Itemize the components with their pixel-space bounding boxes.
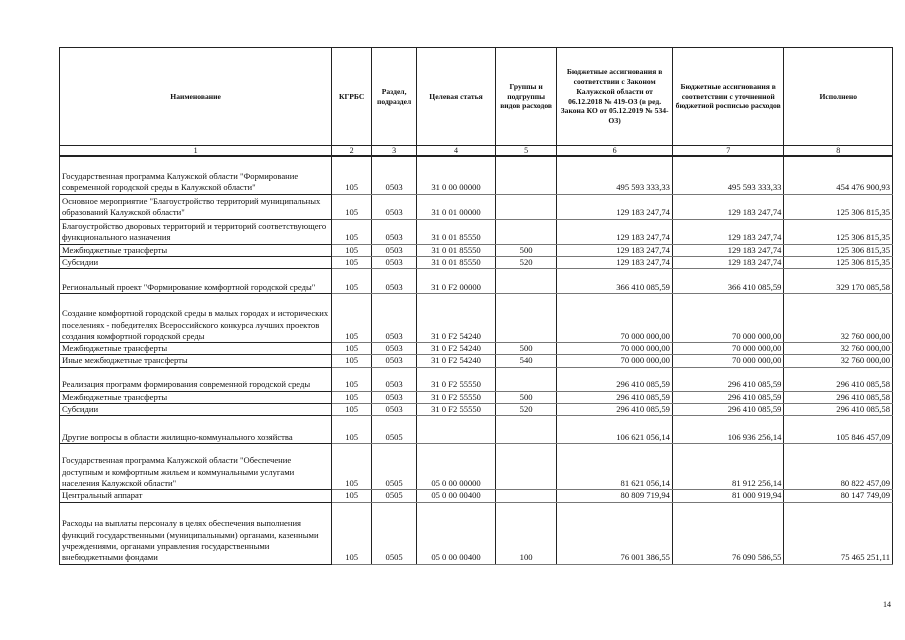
row-budget-refined: 366 410 085,59 [672, 269, 784, 294]
row-section: 0503 [372, 156, 417, 194]
row-budget-law: 366 410 085,59 [557, 269, 673, 294]
row-name: Субсидии [60, 403, 332, 415]
table-row [60, 403, 893, 415]
header-kgrbs: КГРБС [332, 48, 372, 146]
row-executed: 32 760 000,00 [784, 294, 893, 343]
header-name: Наименование [60, 48, 332, 146]
row-section: 0503 [372, 219, 417, 244]
row-budget-refined: 70 000 000,00 [672, 355, 784, 367]
row-name: Межбюджетные трансферты [60, 244, 332, 256]
row-budget-law: 296 410 085,59 [557, 367, 673, 391]
row-budget-refined: 296 410 085,59 [672, 367, 784, 391]
row-group [495, 156, 556, 194]
row-name: Субсидии [60, 256, 332, 268]
column-number-row [60, 146, 893, 157]
row-executed: 80 147 749,09 [784, 490, 893, 502]
row-target: 31 0 01 85550 [417, 244, 496, 256]
table-row [60, 343, 893, 355]
row-budget-refined: 70 000 000,00 [672, 343, 784, 355]
row-group [495, 490, 556, 502]
row-group [495, 416, 556, 444]
row-target: 31 0 F2 55550 [417, 367, 496, 391]
row-executed: 296 410 085,58 [784, 367, 893, 391]
row-budget-law: 106 621 056,14 [557, 416, 673, 444]
col-number: 2 [332, 146, 372, 157]
row-budget-refined: 129 183 247,74 [672, 194, 784, 219]
row-name: Региональный проект "Формирование комфортной городской среды" [60, 269, 332, 294]
row-name: Центральный аппарат [60, 490, 332, 502]
table-row [60, 490, 893, 502]
row-kgrbs: 105 [332, 219, 372, 244]
table-row [60, 444, 893, 490]
row-kgrbs: 105 [332, 367, 372, 391]
row-budget-law: 80 809 719,94 [557, 490, 673, 502]
table-row [60, 502, 893, 564]
row-kgrbs: 105 [332, 444, 372, 490]
header-executed: Исполнено [784, 48, 893, 146]
row-kgrbs: 105 [332, 490, 372, 502]
row-name: Межбюджетные трансферты [60, 343, 332, 355]
header-section: Раздел, подраздел [372, 48, 417, 146]
row-budget-law: 296 410 085,59 [557, 403, 673, 415]
row-budget-refined: 70 000 000,00 [672, 294, 784, 343]
table-row [60, 219, 893, 244]
row-budget-law: 76 001 386,55 [557, 502, 673, 564]
col-number: 7 [672, 146, 784, 157]
row-kgrbs: 105 [332, 294, 372, 343]
table-row [60, 269, 893, 294]
table-row [60, 294, 893, 343]
row-budget-law: 81 621 056,14 [557, 444, 673, 490]
row-kgrbs: 105 [332, 355, 372, 367]
row-section: 0503 [372, 294, 417, 343]
row-group: 500 [495, 244, 556, 256]
row-executed: 296 410 085,58 [784, 403, 893, 415]
row-target: 05 0 00 00400 [417, 490, 496, 502]
row-group [495, 294, 556, 343]
row-budget-law: 129 183 247,74 [557, 219, 673, 244]
row-budget-law: 296 410 085,59 [557, 391, 673, 403]
row-budget-refined: 495 593 333,33 [672, 156, 784, 194]
table-row [60, 416, 893, 444]
row-group [495, 269, 556, 294]
row-target: 31 0 F2 54240 [417, 355, 496, 367]
row-section: 0505 [372, 444, 417, 490]
row-executed: 80 822 457,09 [784, 444, 893, 490]
row-target: 05 0 00 00400 [417, 502, 496, 564]
row-budget-refined: 76 090 586,55 [672, 502, 784, 564]
row-name: Иные межбюджетные трансферты [60, 355, 332, 367]
row-target: 31 0 01 00000 [417, 194, 496, 219]
row-kgrbs: 105 [332, 403, 372, 415]
col-number: 1 [60, 146, 332, 157]
header-budget-refined: Бюджетные ассигнования в соответствии с уточненной бюджетной росписью расходов [672, 48, 784, 146]
row-kgrbs: 105 [332, 416, 372, 444]
row-target: 31 0 F2 00000 [417, 269, 496, 294]
page-number: 14 [883, 600, 891, 609]
row-target: 31 0 01 85550 [417, 256, 496, 268]
row-executed: 125 306 815,35 [784, 219, 893, 244]
header-group: Группы и подгруппы видов расходов [495, 48, 556, 146]
row-name: Реализация программ формирования современной городской среды [60, 367, 332, 391]
row-kgrbs: 105 [332, 502, 372, 564]
row-executed: 125 306 815,35 [784, 194, 893, 219]
row-budget-refined: 129 183 247,74 [672, 256, 784, 268]
row-budget-law: 129 183 247,74 [557, 244, 673, 256]
row-section: 0505 [372, 490, 417, 502]
table-row [60, 391, 893, 403]
col-number: 8 [784, 146, 893, 157]
row-kgrbs: 105 [332, 244, 372, 256]
row-target: 31 0 F2 54240 [417, 294, 496, 343]
row-budget-refined: 296 410 085,59 [672, 403, 784, 415]
row-executed: 296 410 085,58 [784, 391, 893, 403]
col-number: 4 [417, 146, 496, 157]
row-target: 31 0 00 00000 [417, 156, 496, 194]
row-budget-law: 70 000 000,00 [557, 355, 673, 367]
table-row [60, 355, 893, 367]
row-section: 0503 [372, 355, 417, 367]
row-group: 520 [495, 403, 556, 415]
col-number: 5 [495, 146, 556, 157]
row-target: 31 0 F2 55550 [417, 391, 496, 403]
row-name: Другие вопросы в области жилищно-коммунального хозяйства [60, 416, 332, 444]
table-row [60, 367, 893, 391]
col-number: 3 [372, 146, 417, 157]
row-name: Государственная программа Калужской области "Формирование современной городской среды в Калужской области" [60, 156, 332, 194]
row-target: 31 0 F2 54240 [417, 343, 496, 355]
row-executed: 125 306 815,35 [784, 256, 893, 268]
row-budget-law: 129 183 247,74 [557, 256, 673, 268]
row-kgrbs: 105 [332, 343, 372, 355]
row-executed: 329 170 085,58 [784, 269, 893, 294]
row-group [495, 444, 556, 490]
row-section: 0503 [372, 403, 417, 415]
row-name: Создание комфортной городской среды в малых городах и исторических поселениях - победителях Всероссийского конкурса лучших проектов создания комфортной городской среды [60, 294, 332, 343]
table-row [60, 156, 893, 194]
col-number: 6 [557, 146, 673, 157]
row-budget-law: 70 000 000,00 [557, 343, 673, 355]
row-budget-refined: 129 183 247,74 [672, 219, 784, 244]
row-section: 0505 [372, 502, 417, 564]
row-target: 31 0 01 85550 [417, 219, 496, 244]
row-executed: 105 846 457,09 [784, 416, 893, 444]
row-section: 0503 [372, 367, 417, 391]
row-name: Основное мероприятие "Благоустройство территорий муниципальных образований Калужской области" [60, 194, 332, 219]
row-target: 31 0 F2 55550 [417, 403, 496, 415]
row-executed: 32 760 000,00 [784, 355, 893, 367]
row-kgrbs: 105 [332, 194, 372, 219]
row-group: 520 [495, 256, 556, 268]
row-kgrbs: 105 [332, 269, 372, 294]
table-row [60, 194, 893, 219]
row-budget-refined: 106 936 256,14 [672, 416, 784, 444]
row-budget-law: 129 183 247,74 [557, 194, 673, 219]
row-executed: 125 306 815,35 [784, 244, 893, 256]
row-group [495, 194, 556, 219]
row-name: Межбюджетные трансферты [60, 391, 332, 403]
row-group: 500 [495, 343, 556, 355]
row-section: 0503 [372, 391, 417, 403]
row-kgrbs: 105 [332, 256, 372, 268]
row-name: Расходы на выплаты персоналу в целях обеспечения выполнения функций государственными (муниципальными) органами, казенными учреждениями, органами управления государственными внебюджетными фондами [60, 502, 332, 564]
row-budget-refined: 296 410 085,59 [672, 391, 784, 403]
table-row [60, 244, 893, 256]
row-section: 0503 [372, 256, 417, 268]
row-budget-refined: 81 912 256,14 [672, 444, 784, 490]
row-group [495, 367, 556, 391]
row-section: 0503 [372, 343, 417, 355]
row-executed: 75 465 251,11 [784, 502, 893, 564]
row-target [417, 416, 496, 444]
row-group: 100 [495, 502, 556, 564]
row-kgrbs: 105 [332, 156, 372, 194]
table-row [60, 256, 893, 268]
row-name: Государственная программа Калужской области "Обеспечение доступным и комфортным жильем и коммунальными услугами населения Калужской области" [60, 444, 332, 490]
table-header-row [60, 48, 893, 146]
budget-table [59, 47, 893, 565]
header-target: Целевая статья [417, 48, 496, 146]
row-executed: 454 476 900,93 [784, 156, 893, 194]
row-executed: 32 760 000,00 [784, 343, 893, 355]
row-name: Благоустройство дворовых территорий и территорий соответствующего функционального назначения [60, 219, 332, 244]
row-kgrbs: 105 [332, 391, 372, 403]
row-group: 500 [495, 391, 556, 403]
row-group [495, 219, 556, 244]
row-section: 0503 [372, 244, 417, 256]
row-target: 05 0 00 00000 [417, 444, 496, 490]
row-section: 0503 [372, 194, 417, 219]
header-budget-law: Бюджетные ассигнования в соответствии с Законом Калужской области от 06.12.2018 № 419-ОЗ (в ред. Закона КО от 05.12.2019 № 534-ОЗ) [557, 48, 673, 146]
row-section: 0503 [372, 269, 417, 294]
row-section: 0505 [372, 416, 417, 444]
row-budget-refined: 81 000 919,94 [672, 490, 784, 502]
row-budget-law: 70 000 000,00 [557, 294, 673, 343]
row-budget-refined: 129 183 247,74 [672, 244, 784, 256]
row-group: 540 [495, 355, 556, 367]
row-budget-law: 495 593 333,33 [557, 156, 673, 194]
